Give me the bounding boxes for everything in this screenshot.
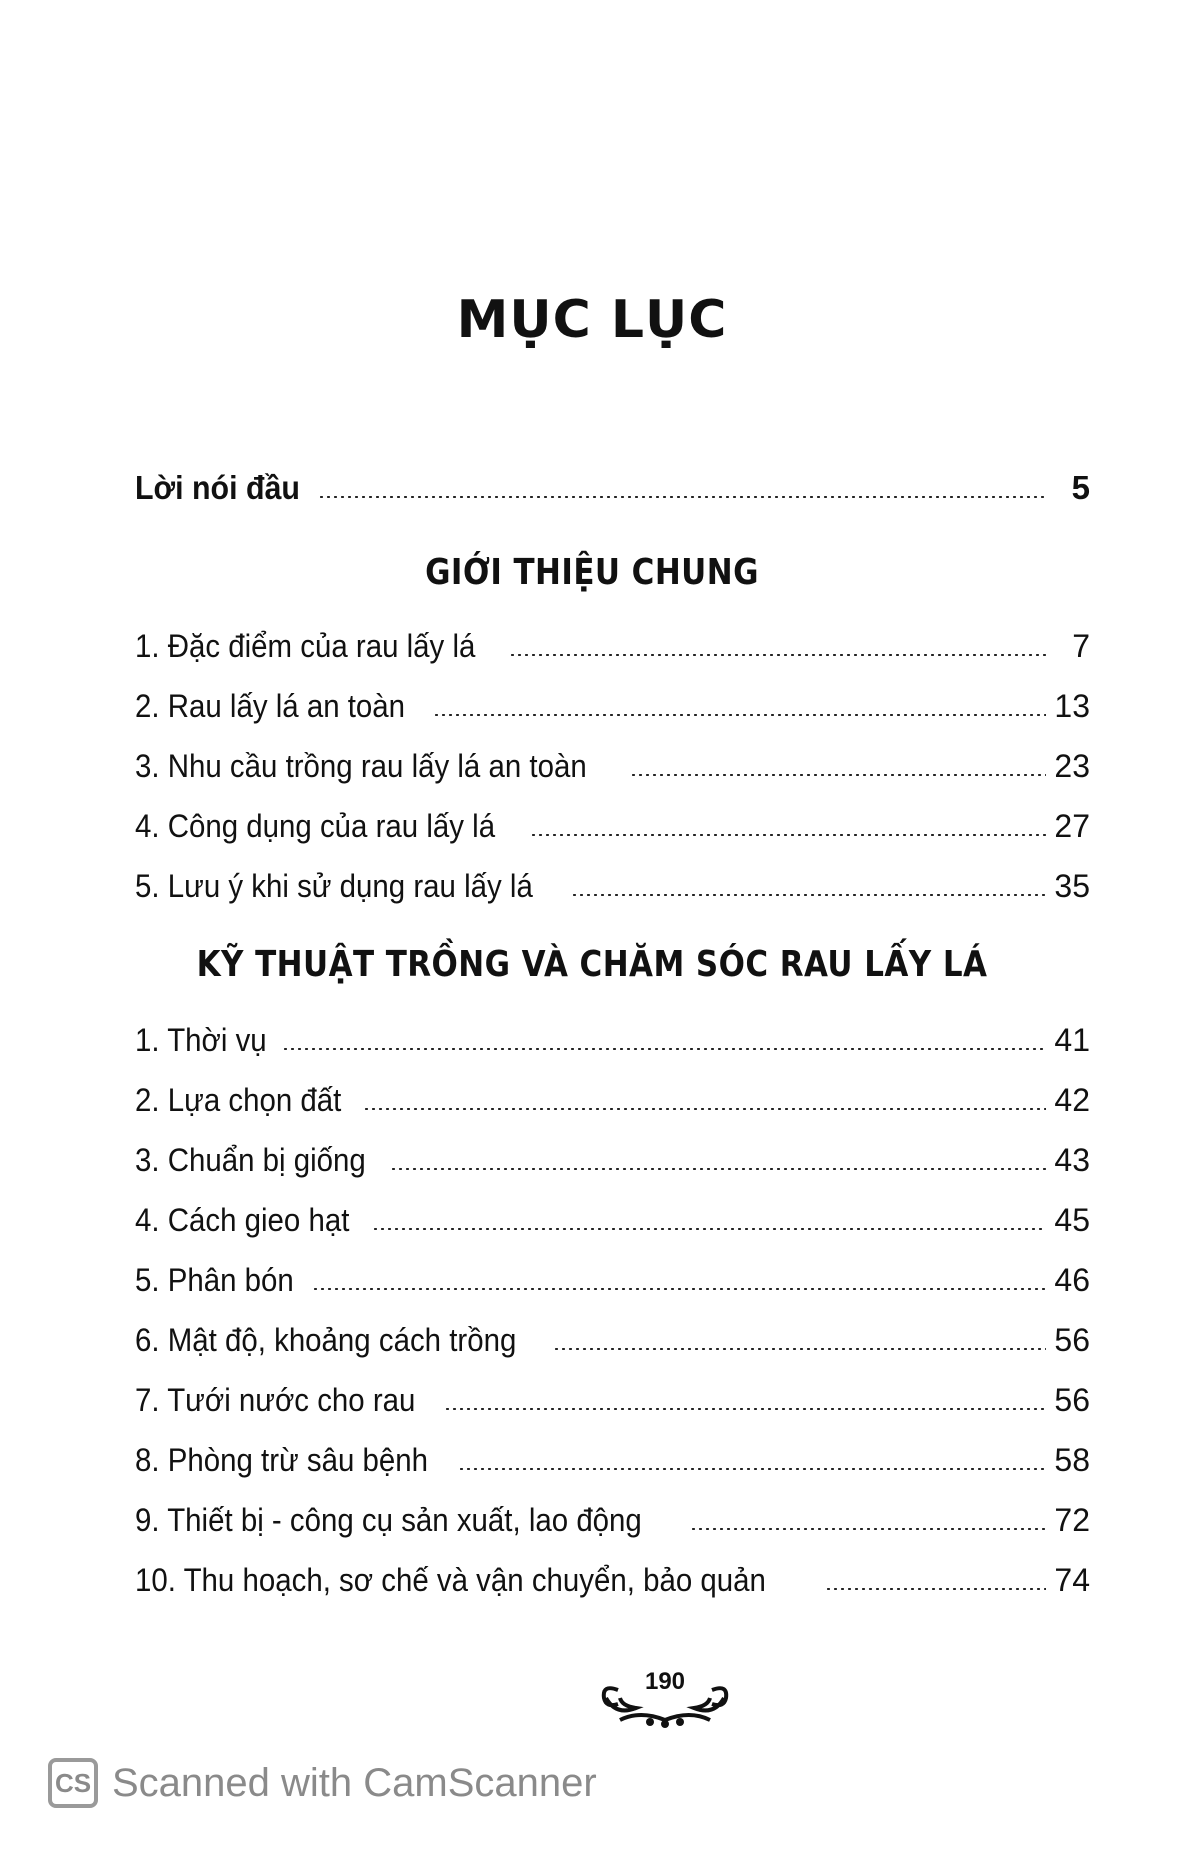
toc-entry-page: 58 — [1054, 1442, 1090, 1478]
toc-entry — [135, 1374, 1090, 1418]
dot-leader — [571, 894, 1046, 896]
dot-leader — [690, 1528, 1046, 1530]
toc-entry-label: 3. Nhu cầu trồng rau lấy lá an toàn — [135, 748, 587, 784]
page-number: 190 — [644, 1668, 686, 1695]
toc-entry — [135, 800, 1090, 844]
toc-entry-page: 74 — [1054, 1562, 1090, 1598]
toc-entry-label: 10. Thu hoạch, sơ chế và vận chuyển, bảo quản — [135, 1562, 766, 1598]
dot-leader — [630, 774, 1046, 776]
flourish-ornament-icon — [590, 1668, 740, 1732]
toc-entry-label: Lời nói đầu — [135, 469, 300, 506]
toc-entry-page: 23 — [1054, 748, 1090, 784]
toc-entry-intro — [135, 462, 1090, 506]
toc-entry-page: 35 — [1054, 868, 1090, 904]
dot-leader — [458, 1468, 1046, 1470]
toc-entry-page: 56 — [1054, 1322, 1090, 1358]
dot-leader — [372, 1228, 1046, 1230]
toc-entry — [135, 1194, 1090, 1238]
dot-leader — [509, 654, 1046, 656]
page-title: MỤC LỤC — [456, 290, 728, 350]
toc-entry-label: 7. Tưới nước cho rau — [135, 1382, 416, 1418]
dot-leader — [433, 714, 1046, 716]
toc-entry-page: 41 — [1054, 1022, 1090, 1058]
toc-entry-label: 9. Thiết bị - công cụ sản xuất, lao động — [135, 1502, 642, 1538]
toc-entry-label: 2. Rau lấy lá an toàn — [135, 688, 406, 724]
toc-entry-label: 5. Phân bón — [135, 1262, 294, 1298]
section-heading-techniques: KỸ THUẬT TRỒNG VÀ CHĂM SÓC RAU LẤY LÁ — [196, 944, 988, 985]
toc-entry-label: 1. Thời vụ — [135, 1022, 267, 1058]
toc-entry — [135, 1254, 1090, 1298]
toc-entry — [135, 680, 1090, 724]
dot-leader — [530, 834, 1046, 836]
dot-leader — [318, 496, 1046, 498]
dot-leader — [825, 1588, 1046, 1590]
dot-leader — [444, 1408, 1046, 1410]
watermark-text: Scanned with CamScanner — [112, 1760, 597, 1805]
toc-entry-page: 56 — [1054, 1382, 1090, 1418]
toc-entry-label: 4. Cách gieo hạt — [135, 1202, 350, 1238]
toc-entry-page: 13 — [1054, 688, 1090, 724]
toc-entry — [135, 740, 1090, 784]
toc-entry-page: 72 — [1054, 1502, 1090, 1538]
toc-entry — [135, 1434, 1090, 1478]
toc-entry-page: 45 — [1054, 1202, 1090, 1238]
toc-entry-page: 43 — [1054, 1142, 1090, 1178]
toc-entry — [135, 1074, 1090, 1118]
toc-entry-label: 1. Đặc điểm của rau lấy lá — [135, 628, 476, 664]
dot-leader — [363, 1108, 1046, 1110]
toc-entry-page: 42 — [1054, 1082, 1090, 1118]
toc-entry — [135, 860, 1090, 904]
toc-entry-label: 2. Lựa chọn đất — [135, 1082, 342, 1118]
toc-entry-page: 5 — [1071, 469, 1090, 506]
dot-leader — [553, 1348, 1046, 1350]
toc-entry-label: 3. Chuẩn bị giống — [135, 1142, 366, 1178]
toc-entry-page: 27 — [1054, 808, 1090, 844]
toc-entry — [135, 620, 1090, 664]
page-number-ornament — [590, 1668, 740, 1732]
toc-entry — [135, 1554, 1090, 1598]
toc-entry — [135, 1494, 1090, 1538]
scanner-watermark — [48, 1758, 597, 1808]
toc-entry-page: 46 — [1054, 1262, 1090, 1298]
toc-entry-label: 6. Mật độ, khoảng cách trồng — [135, 1322, 517, 1358]
section-heading-intro: GIỚI THIỆU CHUNG — [425, 552, 759, 593]
toc-entry-label: 8. Phòng trừ sâu bệnh — [135, 1442, 429, 1478]
dot-leader — [390, 1168, 1046, 1170]
toc-entry-page: 7 — [1072, 628, 1090, 664]
dot-leader — [312, 1288, 1046, 1290]
toc-entry — [135, 1134, 1090, 1178]
toc-entry — [135, 1314, 1090, 1358]
dot-leader — [282, 1048, 1046, 1050]
camscanner-logo: CS — [48, 1758, 98, 1808]
toc-entry — [135, 1014, 1090, 1058]
toc-entry-label: 5. Lưu ý khi sử dụng rau lấy lá — [135, 868, 533, 904]
toc-entry-label: 4. Công dụng của rau lấy lá — [135, 808, 496, 844]
